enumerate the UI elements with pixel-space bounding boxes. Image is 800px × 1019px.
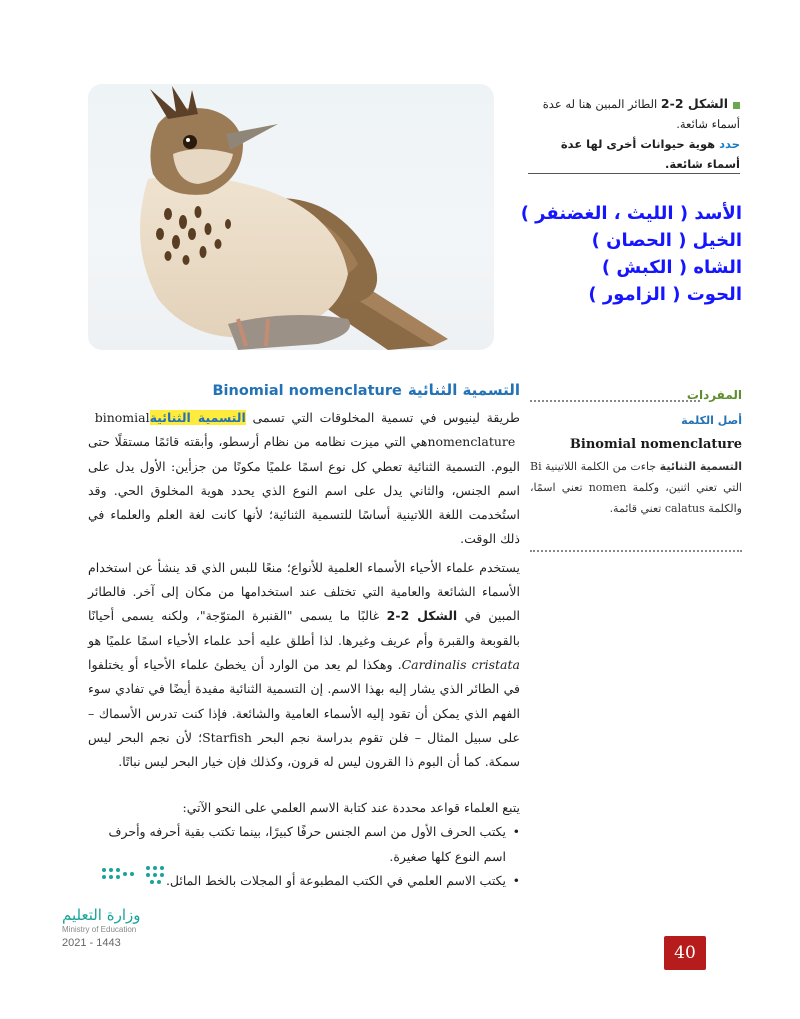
rules-intro: يتبع العلماء قواعد محددة عند كتابة الاسم العلمي على النحو الآتي: xyxy=(182,800,520,815)
p2-text-1: يستخدم علماء الأحياء الأسماء العلمية للأنواع؛ منعًا للبس الذي قد ينشأ عن استخدام الأسماء الشائعة والعامية التي تختلف عند استخدامها من مكان إلى آخر. فالطائر المبين في xyxy=(88,559,520,624)
heading-arabic: التسمية الثنائية xyxy=(407,381,520,399)
glossary-title: المفردات xyxy=(686,388,742,402)
starfish-term: Starfish xyxy=(202,729,252,745)
answer-line-4: الحوت ( الزامور ) xyxy=(588,284,742,305)
p2-text-3: . وهكذا لم يعد من الوارد أن يخطئ علماء الأحياء أو يختلفوا في الطائر الذي يشار إليه بهذا الاسم. إن التسمية الثنائية مفيدة أيضًا في تفادي سوء الفهم الذي يمكن أن تقود إليه الأسماء العامية والشائعة. فإذا كنت تدرس الأسماك – على سبيل المثال – فلن تقوم بدراسة نجم البحر xyxy=(88,656,520,745)
ministry-year: 2021 - 1443 xyxy=(62,937,121,949)
answer-line-2: الخيل ( الحصان ) xyxy=(591,230,742,251)
glossary-subtitle: أصل الكلمة xyxy=(681,414,742,427)
glossary-definition xyxy=(530,456,742,519)
figure-label: الشكل 2-2 xyxy=(660,96,728,111)
glossary-bottom-rule xyxy=(530,550,742,552)
glossary-box xyxy=(530,388,742,519)
caption-question xyxy=(528,134,740,174)
p1-text-2: هي التي ميزت نظامه من نظام أرسطو، وأبقته قائمًا مستقلًا حتى اليوم. التسمية الثنائية تعطي كل نوع اسمًا علميًا مكونًا من جزأين: الأول يدل على اسم الجنس، والثاني يدل على اسم النوع الذي يحدد هوية المخلوق الحي. وقد استُخدمت اللغة اللاتينية أساسًا للتسمية الثنائية؛ لأنها كانت لغة العلم والعلماء في ذلك الوقت. xyxy=(88,434,521,547)
student-answer xyxy=(520,200,742,308)
glossary-def-text: جاءت من الكلمة اللاتينية Bi التي تعني اثنين، وكلمة nomen تعني اسمًا، والكلمة calatus تعني قائمة. xyxy=(530,460,742,515)
bird-photo xyxy=(88,84,494,350)
figure-caption xyxy=(528,94,740,174)
p1-text-1: طريقة لينيوس في تسمية المخلوقات التي تسمى xyxy=(245,410,520,425)
p2-text-4: ؛ لأن نجم البحر ليس سمكة. كما أن البوم ذا القرون ليس له قرون، وكذلك فإن خيار البحر ليس نباتًا. xyxy=(88,729,520,770)
term-highlight: التسمية الثنائية xyxy=(149,410,246,425)
ministry-dots-icon xyxy=(100,862,170,892)
p1-english-term: binomial nomenclature xyxy=(88,410,520,450)
caption-prompt-word: حدد xyxy=(719,137,740,151)
caption-text: الطائر المبين هنا له عدة أسماء شائعة. xyxy=(542,97,740,131)
caption-bullet-icon xyxy=(733,102,740,109)
rule-item: • يكتب الحرف الأول من اسم الجنس حرفًا كبيرًا، بينما تكتب بقية أحرفه وأحرف اسم النوع كلها صغيرة. xyxy=(88,820,520,869)
scientific-name: Cardinalis cristata xyxy=(401,656,520,672)
ministry-name-ar: وزارة التعليم xyxy=(62,906,141,924)
page-number: 40 xyxy=(664,936,706,970)
answer-line-3: الشاه ( الكبش ) xyxy=(601,257,742,278)
heading-english: Binomial nomenclature xyxy=(212,383,402,399)
caption-prompt-text: هوية حيوانات أخرى لها عدة أسماء شائعة. xyxy=(560,137,740,171)
glossary-term: Binomial nomenclature xyxy=(569,437,742,452)
p2-text-2: غالبًا ما يسمى "القنبرة المتوّجة"، ولكنه يسمى أحيانًا بالقوبعة والقبرة وأم عريف وغيرها. لذا أطلق عليه أحد علماء الأحياء اسمًا علميًا هو xyxy=(88,608,520,648)
paragraph-1 xyxy=(88,406,520,552)
crested-lark-illustration xyxy=(88,84,494,350)
section-heading xyxy=(180,381,520,399)
answer-line-1: الأسد ( الليث ، الغضنفر ) xyxy=(520,203,742,224)
glossary-def-bold: التسمية الثنائية xyxy=(659,460,742,473)
main-body-text xyxy=(88,406,520,778)
paragraph-2 xyxy=(88,556,520,775)
figure-reference: الشكل 2-2 xyxy=(386,608,458,624)
rule-item: • يكتب الاسم العلمي في الكتب المطبوعة أو المجلات بالخط المائل. xyxy=(88,869,520,893)
caption-divider xyxy=(528,173,740,174)
ministry-name-en: Ministry of Education xyxy=(62,925,137,934)
ministry-logo xyxy=(62,906,202,949)
caption-line xyxy=(528,94,740,134)
